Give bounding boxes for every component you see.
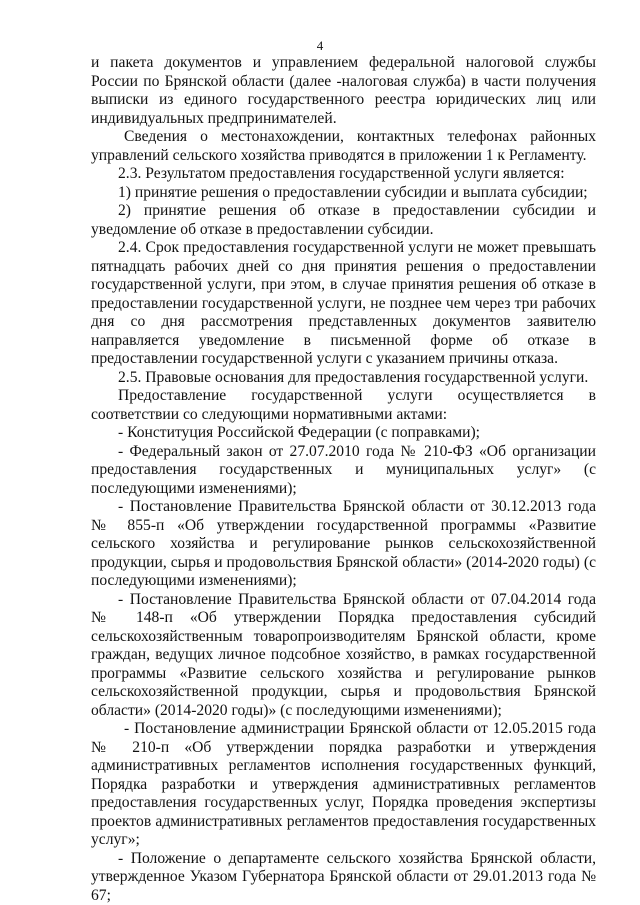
document-body [91, 54, 596, 905]
list-item-resolution-855: - Постановление Правительства Брянской области от 30.12.2013 года № 855-п «Об утверждении государственной программы «Развитие сельского хозяйства и регулирование рынков сельскохозяйственной продукции, сырья и продовольствия Брянской области» (2014-2020 годы) (с последующими изменениями); [91, 498, 596, 589]
paragraph-2-5-heading: 2.5. Правовые основания для предоставления государственной услуги. [118, 368, 589, 386]
paragraph-2-3-item-1: 1) принятие решения о предоставлении субсидии и выплата субсидии; [118, 183, 588, 201]
paragraph-legal-acts-intro: Предоставление государственной услуги осуществляется в соответствии со следующими нормативными актами: [91, 387, 596, 423]
paragraph-2-4-term: 2.4. Срок предоставления государственной услуги не может превышать пятнадцать рабочих дней со дня принятия решения о предоставлении государственной услуги, при этом, в случае принятия решения об отказе в предоставлении государственной услуги, не позднее чем через три рабочих дня со дня рассмотрения представленных документов заявителю направляется уведомление в письменной форме об отказе в предоставлении государственной услуги с указанием причины отказа. [91, 239, 596, 367]
list-item-department-regulation: - Положение о департаменте сельского хозяйства Брянской области, утвержденное Указом Губернатора Брянской области от 29.01.2013 года № 67; [91, 849, 596, 904]
list-item-federal-law: - Федеральный закон от 27.07.2010 года № 210-ФЗ «Об организации предоставления государственных и муниципальных услуг» (с последующими изменениями); [91, 442, 596, 497]
list-item-resolution-148: - Постановление Правительства Брянской области от 07.04.2014 года № 148-п «Об утверждении Порядка предоставления субсидий сельскохозяйственным товаропроизводителям Брянской области, кроме граждан, ведущих личное подсобное хозяйство, в рамках государственной программы «Развитие сельского хозяйства и регулирование рынков сельскохозяйственной продукции, сырья и продовольствия Брянской области» (2014-2020 годы)» (с последующими изменениями); [91, 590, 596, 719]
paragraph-2-3-item-2: 2) принятие решения об отказе в предоставлении субсидии и уведомление об отказе в предоставлении субсидии. [91, 202, 596, 238]
paragraph-tax-service-continuation: и пакета документов и управлением федеральной налоговой службы России по Брянской области (далее -налоговая служба) в части получения выписки из единого государственного реестра юридических лиц или индивидуальных предпринимателей. [91, 54, 596, 127]
page-number: 4 [316, 38, 324, 53]
list-item-resolution-210: - Постановление администрации Брянской области от 12.05.2015 года № 210-п «Об утверждении порядка разработки и утверждения административных регламентов исполнения государственных функций, Порядка разработки и утверждения административных регламентов предоставления государственных услуг, Порядка проведения экспертизы проектов административных регламентов предоставления государственных услуг»; [91, 720, 596, 848]
paragraph-2-3-heading: 2.3. Результатом предоставления государственной услуги является: [118, 165, 565, 182]
paragraph-contact-info: Сведения о местонахождении, контактных телефонах районных управлений сельского хозяйства приводятся в приложении 1 к Регламенту. [91, 128, 596, 164]
list-item-constitution: - Конституция Российской Федерации (с поправками); [118, 424, 480, 441]
